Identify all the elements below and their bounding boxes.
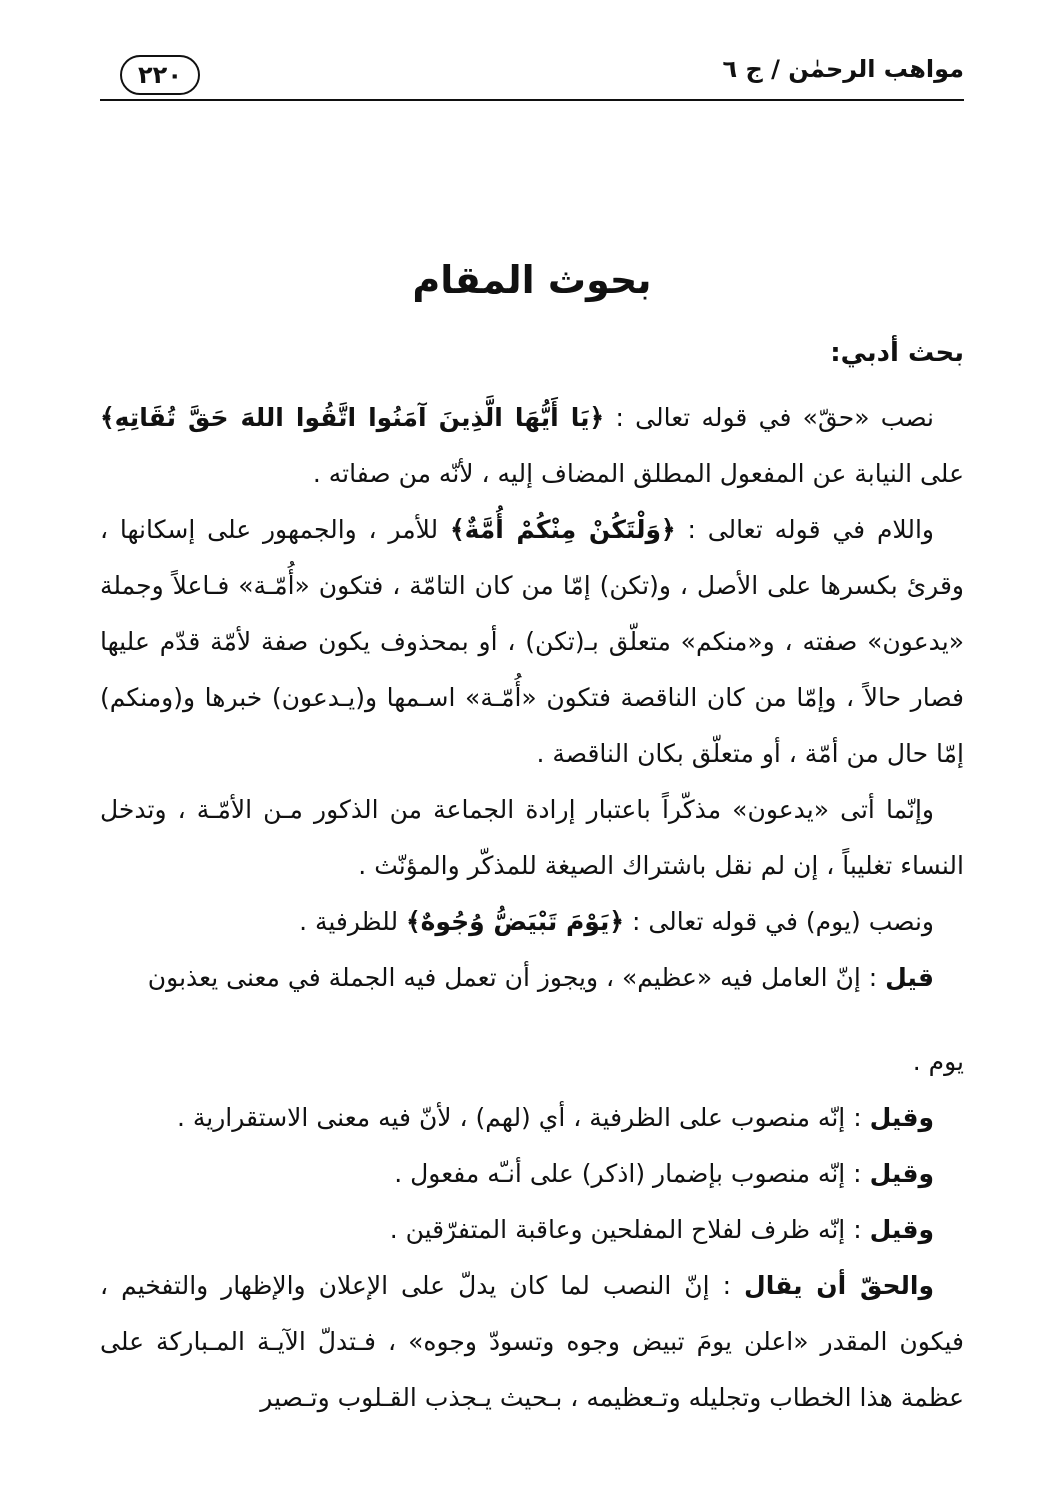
paragraph-8 <box>100 1202 964 1258</box>
paragraph-7 <box>100 1146 964 1202</box>
paragraph-9 <box>100 1258 964 1426</box>
paragraph-6-text: : إنّه منصوب على الظرفية ، أي (لهم) ، لأنّ فيه معنى الاستقرارية . <box>176 1103 870 1132</box>
paragraph-5-text: : إنّ العامل فيه «عظيم» ، ويجوز أن تعمل فيه الجملة في معنى يعذبون <box>147 963 886 992</box>
paragraph-5-tail: يوم . <box>912 1047 964 1076</box>
paragraph-3: وإنّما أتى «يدعون» مذكّراً باعتبار إرادة الجماعة من الذكور مـن الأمّـة ، وتدخل النساء تغليباً ، إن لم نقل باشتراك الصيغة للمذكّر والمؤنّث . <box>100 795 964 880</box>
paragraph-4-a: ونصب (يوم) في قوله تعالى : <box>624 907 934 936</box>
paragraph-6 <box>100 1090 964 1146</box>
paragraph-6-label: وقيل <box>869 1103 934 1132</box>
paragraph-2-a: واللام في قوله تعالى : <box>675 515 934 544</box>
paragraph-4-b: للظرفية . <box>299 907 407 936</box>
paragraph-9-text: : إنّ النصب لما كان يدلّ على الإعلان والإظهار والتفخيم ، فيكون المقدر «اعلن يومَ تبيض وجوه وتسودّ وجوه» ، فـتدلّ الآيـة المـباركة على عظمة هذا الخطاب وتجليله وتـعظيمه ، بـحيث يـجذب القـلوب وتـصير <box>100 1271 964 1412</box>
paragraph-5 <box>100 950 964 1006</box>
paragraph-1-a: نصب «حقّ» في قوله تعالى : <box>604 403 934 432</box>
quran-verse-1: ﴿يَا أَيُّهَا الَّذِينَ آمَنُوا اتَّقُوا اللهَ حَقَّ تُقَاتِهِ﴾ <box>100 403 605 432</box>
body-text <box>100 328 964 1426</box>
paragraph-1 <box>100 390 964 502</box>
quran-verse-3: ﴿يَوْمَ تَبْيَضُّ وُجُوهٌ﴾ <box>406 907 624 936</box>
page-header <box>100 55 964 101</box>
paragraph-7-text: : إنّه منصوب بإضمار (اذكر) على أنـّه مفعول . <box>394 1159 870 1188</box>
spacer <box>100 1006 964 1034</box>
paragraph-8-text: : إنّه ظرف لفلاح المفلحين وعاقبة المتفرّقين . <box>389 1215 870 1244</box>
paragraph-5-label: قيل <box>885 963 934 992</box>
paragraph-9-label: والحقّ أن يقال <box>744 1271 934 1300</box>
paragraph-2-b: للأمر ، والجمهور على إسكانها ، وقرئ بكسرها على الأصل ، و(تكن) إمّا من كان التامّة ، فتكون «أُمّـة» فـاعلاً وجملة «يدعون» صفته ، و«منكم» متعلّق بـ(تكن) ، أو بمحذوف يكون صفة لأمّة قدّم عليها فصار حالاً ، وإمّا من كان الناقصة فتكون «أُمّـة» اسـمها و(يـدعون) خبرها و(ومنكم) إمّا حال من أمّة ، أو متعلّق بكان الناقصة . <box>100 515 964 768</box>
page-number: ٢٢٠ <box>120 55 200 95</box>
section-title: بحوث المقام <box>412 258 652 302</box>
running-title: مواهب الرحمٰن / ج ٦ <box>722 55 964 83</box>
subheading: بحث أدبي: <box>830 338 964 368</box>
paragraph-4 <box>100 894 964 950</box>
paragraph-7-label: وقيل <box>869 1159 934 1188</box>
paragraph-8-label: وقيل <box>869 1215 934 1244</box>
quran-verse-2: ﴿وَلْتَكُنْ مِنْكُمْ أُمَّةٌ﴾ <box>449 515 676 544</box>
paragraph-2 <box>100 502 964 782</box>
paragraph-1-b: على النيابة عن المفعول المطلق المضاف إليه ، لأنّه من صفاته . <box>312 459 964 488</box>
